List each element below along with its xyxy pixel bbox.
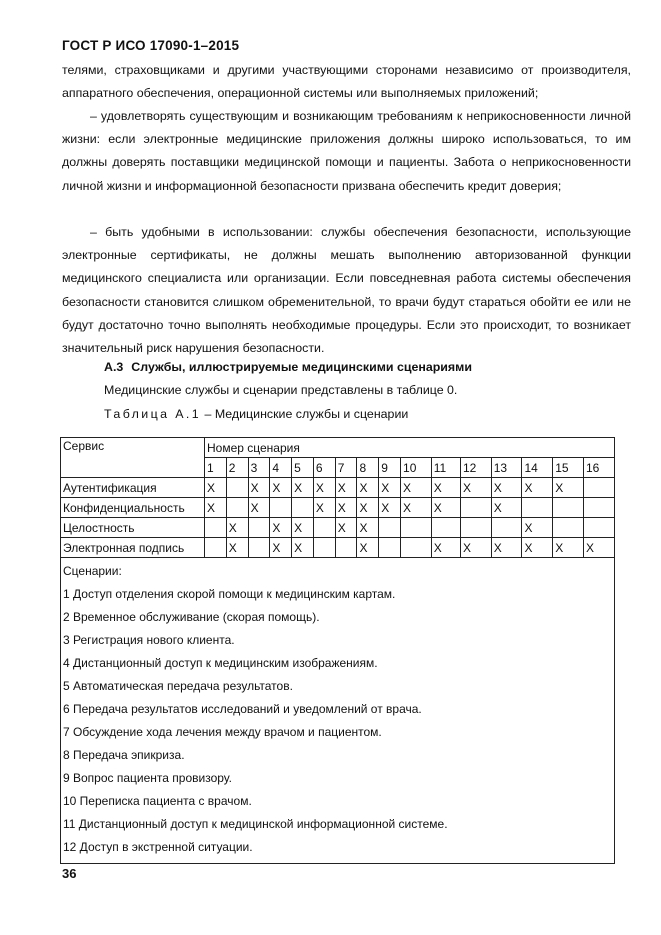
mark-cell: X [313, 498, 335, 518]
scenario-number-cell: 3 [248, 458, 270, 478]
notes-title: Сценарии: [63, 564, 122, 578]
mark-cell: X [270, 518, 292, 538]
scenario-note: 2 Временное обслуживание (скорая помощь). [63, 610, 320, 624]
mark-cell [313, 518, 335, 538]
service-header-cell: Сервис [61, 438, 205, 478]
paragraph-continuation [62, 59, 631, 105]
mark-cell: X [431, 498, 460, 518]
scenario-number-cell: 2 [226, 458, 248, 478]
mark-cell: X [583, 538, 614, 558]
page-number: 36 [62, 866, 77, 881]
mark-cell: X [461, 478, 492, 498]
mark-cell [401, 518, 432, 538]
mark-cell: X [205, 478, 227, 498]
mark-cell [205, 518, 227, 538]
mark-cell: X [461, 538, 492, 558]
mark-cell [205, 538, 227, 558]
mark-cell: X [270, 538, 292, 558]
mark-cell [583, 478, 614, 498]
mark-cell [226, 478, 248, 498]
paragraph-usability [62, 221, 631, 360]
scenario-number-cell: 9 [379, 458, 401, 478]
table-row [61, 498, 615, 518]
table-header-row [61, 438, 615, 458]
mark-cell: X [292, 518, 314, 538]
mark-cell: X [313, 478, 335, 498]
section-number: А.3 [104, 360, 124, 374]
mark-cell: X [401, 478, 432, 498]
service-name-cell: Целостность [61, 518, 205, 538]
mark-cell: X [553, 538, 584, 558]
mark-cell: X [379, 498, 401, 518]
service-name-cell: Электронная подпись [61, 538, 205, 558]
scenario-note: 7 Обсуждение хода лечения между врачом и пациентом. [63, 725, 382, 739]
paragraph-2: – удовлетворять существующим и возникающим требованиям к неприкосновенности личной жизни: если электронные медицинские приложения должны широко использоваться, то им должны доверять поставщики медицинской помощи и пациенты. Забота о неприкосновенности личной жизни и информационной безопасности призвана обеспечить кредит доверия; [62, 109, 631, 193]
mark-cell: X [335, 518, 357, 538]
mark-cell: X [335, 478, 357, 498]
mark-cell: X [248, 478, 270, 498]
service-name-cell: Аутентификация [61, 478, 205, 498]
scenario-note: 1 Доступ отделения скорой помощи к медицинским картам. [63, 587, 396, 601]
mark-cell [401, 538, 432, 558]
scenario-note: 4 Дистанционный доступ к медицинским изображениям. [63, 656, 378, 670]
table-notes-row [61, 558, 615, 864]
mark-cell [583, 498, 614, 518]
scenario-note: 8 Передача эпикриза. [63, 748, 185, 762]
mark-cell [313, 538, 335, 558]
mark-cell: X [522, 518, 553, 538]
mark-cell: X [248, 498, 270, 518]
scenario-note: 3 Регистрация нового клиента. [63, 633, 235, 647]
mark-cell: X [401, 498, 432, 518]
scenario-number-cell: 12 [461, 458, 492, 478]
scenario-header-cell: Номер сценария [205, 438, 615, 458]
mark-cell: X [357, 478, 379, 498]
mark-cell: X [431, 538, 460, 558]
mark-cell: X [357, 498, 379, 518]
mark-cell: X [205, 498, 227, 518]
paragraph-3: – быть удобными в использовании: службы обеспечения безопасности, использующие электронные сертификаты, не должны мешать выполнению авторизованной функции медицинского специалиста или организации. Если повседневная работа системы обеспечения безопасности становится слишком обременительной, то врачи будут стараться обойти ее или не будут достаточно точно выполнять необходимые процедуры. Если это происходит, то возникает значительный риск нарушения безопасности. [62, 225, 631, 356]
scenario-number-cell: 14 [522, 458, 553, 478]
document-header: ГОСТ Р ИСО 17090-1–2015 [62, 38, 240, 53]
table-row [61, 538, 615, 558]
scenario-note: 9 Вопрос пациента провизору. [63, 771, 232, 785]
mark-cell: X [357, 518, 379, 538]
section-title-text: Службы, иллюстрируемые медицинскими сценариями [131, 360, 472, 374]
mark-cell: X [226, 538, 248, 558]
mark-cell [292, 498, 314, 518]
mark-cell [248, 518, 270, 538]
mark-cell: X [226, 518, 248, 538]
section-heading [104, 360, 472, 374]
mark-cell [553, 518, 584, 538]
mark-cell [335, 538, 357, 558]
table-caption-label: Таблица А.1 [104, 407, 202, 421]
mark-cell [379, 518, 401, 538]
mark-cell [461, 518, 492, 538]
mark-cell [431, 518, 460, 538]
mark-cell: X [553, 478, 584, 498]
scenario-note: 10 Переписка пациента с врачом. [63, 794, 252, 808]
mark-cell: X [431, 478, 460, 498]
mark-cell [379, 538, 401, 558]
scenario-number-cell: 13 [491, 458, 522, 478]
scenario-number-cell: 16 [583, 458, 614, 478]
mark-cell: X [357, 538, 379, 558]
scenario-note: 6 Передача результатов исследований и уведомлений от врача. [63, 702, 422, 716]
mark-cell: X [270, 478, 292, 498]
scenario-note: 12 Доступ в экстренной ситуации. [63, 840, 253, 854]
scenario-number-cell: 6 [313, 458, 335, 478]
mark-cell: X [522, 478, 553, 498]
paragraph-privacy [62, 105, 631, 198]
table-row [61, 518, 615, 538]
scenario-number-cell: 5 [292, 458, 314, 478]
scenario-number-cell: 15 [553, 458, 584, 478]
scenario-number-cell: 4 [270, 458, 292, 478]
table-row [61, 478, 615, 498]
scenario-number-cell: 1 [205, 458, 227, 478]
intro-sentence: Медицинские службы и сценарии представлены в таблице 0. [104, 383, 458, 397]
mark-cell [226, 498, 248, 518]
mark-cell: X [491, 538, 522, 558]
mark-cell: X [491, 478, 522, 498]
mark-cell [461, 498, 492, 518]
mark-cell: X [292, 538, 314, 558]
table-caption [104, 407, 408, 421]
mark-cell [522, 498, 553, 518]
scenario-number-cell: 8 [357, 458, 379, 478]
table-caption-text: – Медицинские службы и сценарии [204, 407, 409, 421]
mark-cell [553, 498, 584, 518]
scenario-number-cell: 7 [335, 458, 357, 478]
mark-cell: X [491, 498, 522, 518]
mark-cell: X [379, 478, 401, 498]
services-table [60, 437, 615, 864]
service-name-cell: Конфиденциальность [61, 498, 205, 518]
mark-cell: X [292, 478, 314, 498]
mark-cell: X [522, 538, 553, 558]
mark-cell: X [335, 498, 357, 518]
mark-cell [248, 538, 270, 558]
scenario-number-cell: 11 [431, 458, 460, 478]
scenario-note: 11 Дистанционный доступ к медицинской информационной системе. [63, 817, 448, 831]
scenario-number-cell: 10 [401, 458, 432, 478]
scenario-notes-cell [61, 558, 615, 864]
scenario-note: 5 Автоматическая передача результатов. [63, 679, 293, 693]
mark-cell [583, 518, 614, 538]
paragraph-1: телями, страховщиками и другими участвующими сторонами независимо от производителя, аппаратного обеспечения, операционной системы или выполняемых приложений; [62, 63, 631, 101]
mark-cell [491, 518, 522, 538]
mark-cell [270, 498, 292, 518]
